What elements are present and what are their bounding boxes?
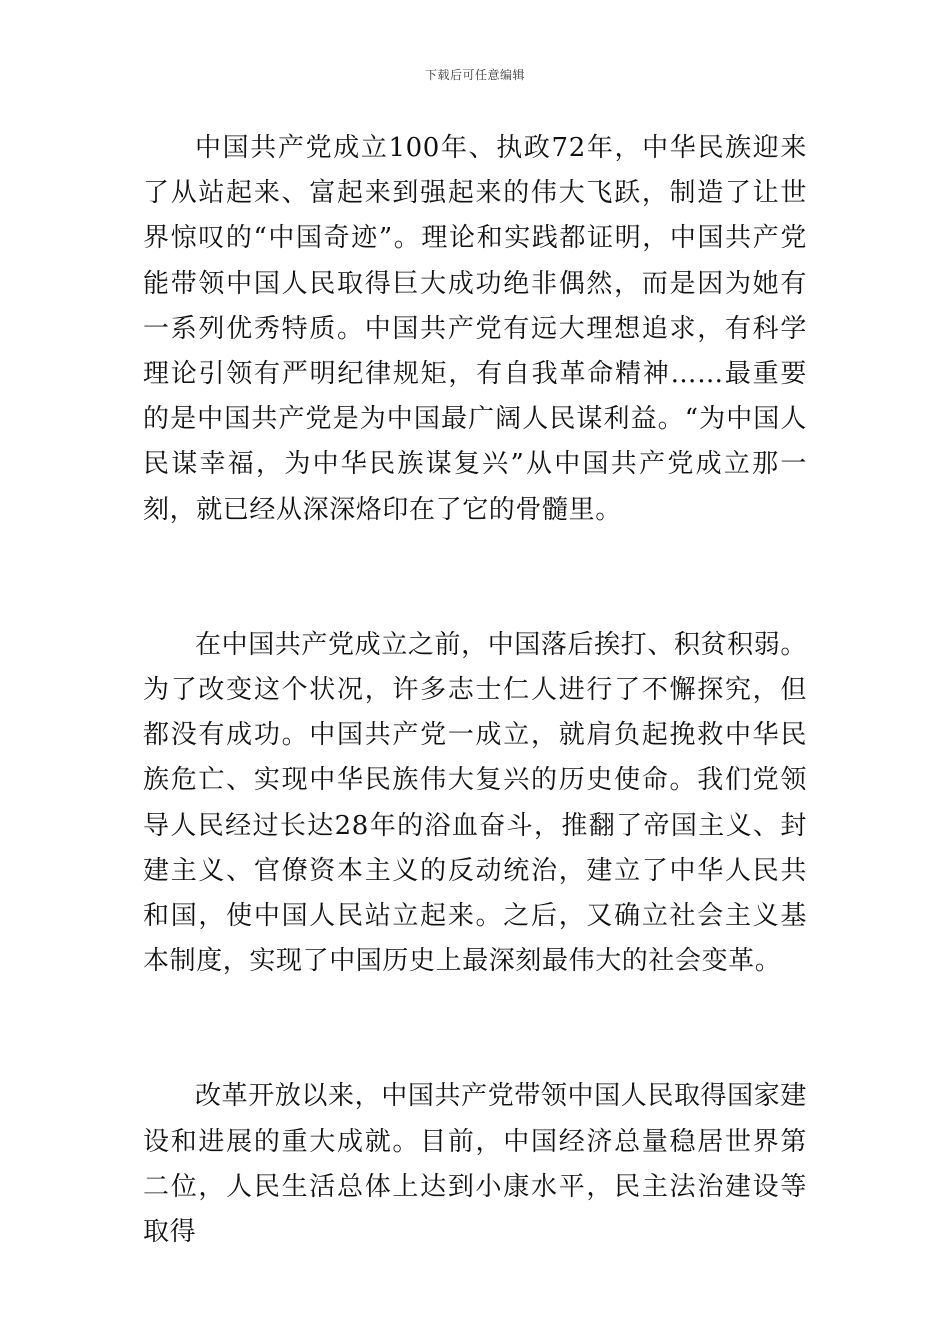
paragraph-2: 在中国共产党成立之前，中国落后挨打、积贫积弱。为了改变这个状况，许多志士仁人进行了不懈探究，但都没有成功。中国共产党一成立，就肩负起挽救中华民族危亡、实现中华民族伟大复兴的历史使命。我们党领导人民经过长达28年的浴血奋斗，推翻了帝国主义、封建主义、官僚资本主义的反动统治，建立了中华人民共和国，使中国人民站立起来。之后，又确立社会主义基本制度，实现了中国历史上最深刻最伟大的社会变革。 [143,629,807,977]
paragraph-1: 中国共产党成立100年、执政72年，中华民族迎来了从站起来、富起来到强起来的伟大飞跃，制造了让世界惊叹的“中国奇迹”。理论和实践都证明，中国共产党能带领中国人民取得巨大成功绝非偶然，而是因为她有一系列优秀特质。中国共产党有远大理想追求，有科学理论引领有严明纪律规矩，有自我革命精神……最重要的是中国共产党是为中国最广阔人民谋利益。“为中国人民谋幸福，为中华民族谋复兴”从中国共产党成立那一刻，就已经从深深烙印在了它的骨髓里。 [143,133,807,525]
paragraph-3: 改革开放以来，中国共产党带领中国人民取得国家建设和进展的重大成就。目前，中国经济总量稳居世界第二位，人民生活总体上达到小康水平，民主法治建设等取得 [143,1081,807,1248]
document-body [143,126,807,1255]
download-note: 下载后可任意编辑 [424,68,525,82]
